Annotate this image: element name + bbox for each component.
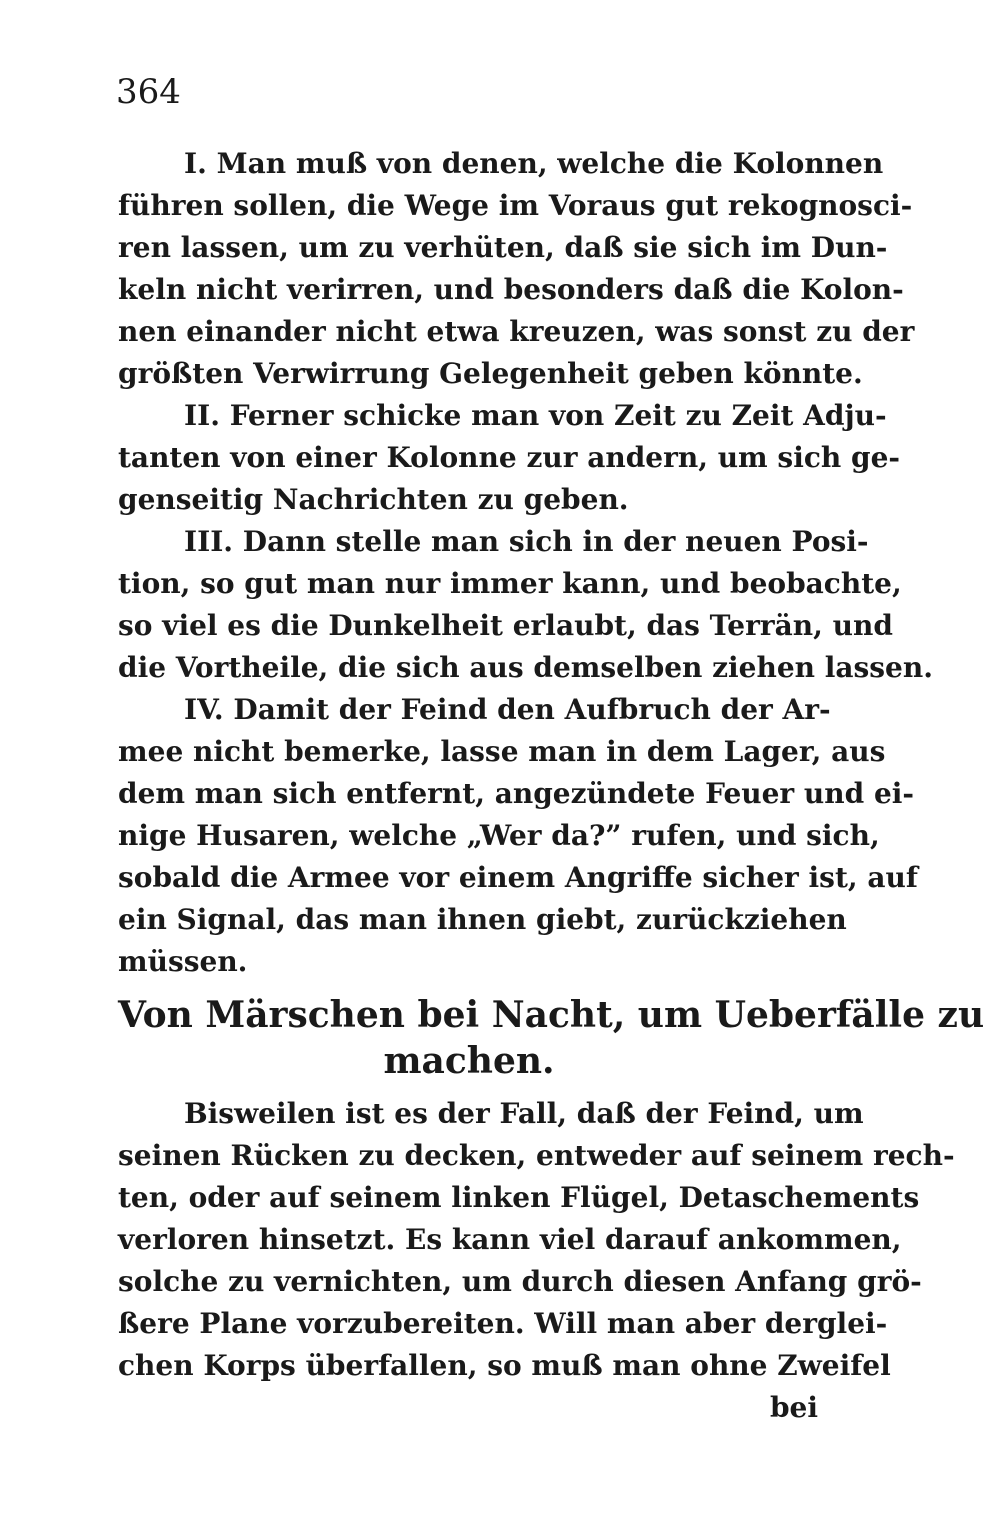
text-line: mee nicht bemerke, lasse man in dem Lager, aus	[118, 735, 886, 768]
heading-line: machen.	[383, 1040, 555, 1082]
text-line: führen sollen, die Wege im Voraus gut rekognosci-	[118, 189, 913, 222]
text-line: so viel es die Dunkelheit erlaubt, das Terrän, und	[118, 609, 893, 642]
text-line: Bisweilen ist es der Fall, daß der Feind, um	[184, 1097, 864, 1130]
text-line: IV. Damit der Feind den Aufbruch der Ar-	[184, 693, 831, 726]
text-line: nige Husaren, welche „Wer da?” rufen, und sich,	[118, 819, 880, 852]
text-line: seinen Rücken zu decken, entweder auf seinem rech-	[118, 1139, 955, 1172]
body-paragraph	[118, 1093, 955, 1429]
text-line: größten Verwirrung Gelegenheit geben könnte.	[118, 357, 863, 390]
text-line: nen einander nicht etwa kreuzen, was sonst zu der	[118, 315, 915, 348]
text-line: die Vortheile, die sich aus demselben ziehen lassen.	[118, 651, 933, 684]
text-line: ßere Plane vorzubereiten. Will man aber derglei-	[118, 1307, 888, 1340]
section-heading	[118, 992, 984, 1084]
text-line: sobald die Armee vor einem Angriffe sicher ist, auf	[118, 861, 918, 894]
text-line: tanten von einer Kolonne zur andern, um sich ge-	[118, 441, 901, 474]
numbered-paragraphs	[118, 143, 933, 983]
text-line: ten, oder auf seinem linken Flügel, Detaschements	[118, 1181, 920, 1214]
text-line: ren lassen, um zu verhüten, daß sie sich im Dun-	[118, 231, 888, 264]
text-line: solche zu vernichten, um durch diesen Anfang grö-	[118, 1265, 922, 1298]
page-number: 364	[116, 72, 181, 112]
text-line: dem man sich entfernt, angezündete Feuer und ei-	[118, 777, 915, 810]
text-line: III. Dann stelle man sich in der neuen Posi-	[184, 525, 869, 558]
text-line: genseitig Nachrichten zu geben.	[118, 483, 629, 516]
catchword: bei	[769, 1391, 818, 1424]
text-line: II. Ferner schicke man von Zeit zu Zeit Adju-	[184, 399, 887, 432]
text-line: chen Korps überfallen, so muß man ohne Zweifel	[118, 1349, 891, 1382]
text-line: I. Man muß von denen, welche die Kolonnen	[184, 147, 884, 180]
text-line: tion, so gut man nur immer kann, und beobachte,	[118, 567, 902, 600]
text-line: keln nicht verirren, und besonders daß die Kolon-	[118, 273, 904, 306]
text-line: müssen.	[118, 945, 248, 978]
text-line: ein Signal, das man ihnen giebt, zurückziehen	[118, 903, 847, 936]
text-line: verloren hinsetzt. Es kann viel darauf ankommen,	[118, 1223, 902, 1256]
heading-line: Von Märschen bei Nacht, um Ueberfälle zu	[118, 994, 984, 1036]
